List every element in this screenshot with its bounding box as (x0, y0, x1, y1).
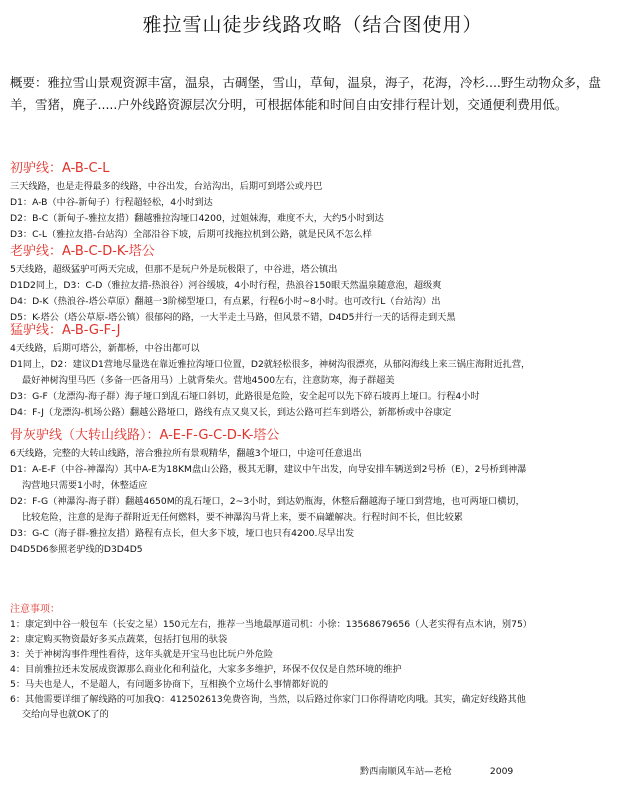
footer-signature: 黔西南顺风车站—老枪 (360, 766, 452, 777)
note-item: 4：目前雅拉还未发展成资源那么商业化和利益化，大家多多维护，环保不仅仅是自然环境的维护 (10, 664, 402, 675)
note-item: 1：康定到中谷一般包车（长安之星）150元左右，推荐一当地最厚道司机：小徐：13568679656（人老实得有点木讷，别75） (10, 619, 532, 630)
route-line: 三天线路，也是走得最多的线路，中谷出发，台站沟出，后期可到塔公或丹巴 (10, 181, 323, 192)
route-line: D1：A-E-F（中谷-神瀑沟）其中A-E为18KM盘山公路，极其无聊，建议中午出发，向导安排车辆送到2号桥（E），2号桥到神瀑 (10, 464, 527, 475)
route-line: 6天线路，完整的大转山线路，溶合雅拉所有景观精华，翻越3个垭口，中途可任意退出 (10, 448, 362, 459)
route-section-2 (10, 243, 616, 326)
route-line: D4：D-K（热浪谷-塔公草原）翻越一3阶梯型垭口，有点累，行程6小时~8小时。也可改行L（台站沟）出 (10, 296, 441, 307)
route-line: D4：F-J（龙漂沟-机场公路）翻越公路垭口，路线有点又臭又长，到达公路可拦车到塔公，新都桥或中谷康定 (10, 407, 452, 418)
route-section-4 (10, 427, 616, 558)
intro-text: 雅拉雪山景观资源丰富，温泉，古碉堡，雪山，草甸，温泉，海子，花海，冷杉....野生动物众多，盘羊，雪猪，麂子.....户外线路资源层次分明，可根据体能和时间自由安排行程计划，交通便利费用低。 (10, 75, 601, 112)
route-line: 最好神树沟里马匹（多备一匹备用马）上就背柴火。营地4500左右，注意防寒，海子群超美 (22, 375, 395, 386)
route-line: 比较危险，注意的是海子群附近无任何燃料，要不神瀑沟马背上来，要不扁罐解决。行程时间不长，但比较累 (22, 512, 463, 523)
route-line: D2：B-C（新甸子-雅拉友措）翻越雅拉沟垭口4200，过姐妹海，难度不大，大约5小时到达 (10, 213, 384, 224)
page-title: 雅拉雪山徒步线路攻略（结合图使用） (142, 14, 483, 36)
route-title: 骨灰驴线（大转山线路）：A-E-F-G-C-D-K-塔公 (10, 428, 280, 443)
route-line: D2：F-G（神瀑沟-海子群）翻越4650M的乱石垭口，2~3小时，到达奶瓶海，休整后翻越海子垭口到营地，也可两垭口横切， (10, 496, 525, 507)
route-line: D1D2同上，D3：C-D（雅拉友措-热浪谷）河谷缓坡，4小时行程，热浪谷150眼天然温泉随意泡，超级爽 (10, 280, 442, 291)
footer (360, 763, 513, 777)
route-section-3 (10, 322, 616, 421)
intro-label: 概要： (10, 75, 48, 90)
route-title: 猛驴线：A-B-G-F-J (10, 323, 121, 338)
route-line: D4D5D6参照老驴线的D3D4D5 (10, 544, 143, 555)
route-line: D1：A-B（中谷-新甸子）行程超轻松，4小时到达 (10, 197, 213, 208)
route-line: 沟营地只需要1小时，休整适应 (22, 480, 148, 491)
footer-year: 2009 (489, 766, 514, 777)
notes-title: 注意事项： (10, 604, 60, 615)
note-item: 交给向导也就OK了的 (22, 709, 109, 720)
route-line: D3：C-L（雅拉友措-台站沟）全部沿谷下坡，后期可找拖拉机到公路，就是民风不怎么样 (10, 229, 372, 240)
note-item: 5：马夫也是人，不是超人，有问题多协商下，互相换个立场什么事情都好说的 (10, 679, 329, 690)
route-section-1 (10, 160, 616, 243)
note-item: 3：关于神树沟事件理性看待，这年头就是开宝马也比玩户外危险 (10, 649, 274, 660)
route-line: D3：G-F（龙漂沟-海子群）海子垭口到乱石垭口斜切，此路很是危险，安全起可以先下碎石坡再上垭口。行程4小时 (10, 391, 480, 402)
route-line: D5：K-塔公（塔公草原-塔公镇）很郁闷的路，一大半走土马路，但风景不错，D4D5并行一天的话得走到天黑 (10, 312, 456, 323)
note-item: 6：其他需要详细了解线路的可加我Q：412502613免费咨询，当然，以后路过你家门口你得请吃肉哦。其实，确定好线路其他 (10, 694, 526, 705)
route-title: 初驴线：A-B-C-L (10, 161, 110, 176)
route-line: 4天线路，后期可塔公，新都桥，中谷出都可以 (10, 343, 200, 354)
route-line: D3：G-C（海子群-雅拉友措）路程有点长，但大多下坡，垭口也只有4200.尽早出发 (10, 528, 355, 539)
intro-paragraph (10, 72, 614, 116)
note-item: 2：康定购买物资最好多买点蔬菜，包括打包用的驮袋 (10, 634, 228, 645)
route-title: 老驴线：A-B-C-D-K-塔公 (10, 244, 155, 259)
notes-list (10, 617, 616, 722)
route-line: 5天线路，超级猛驴可两天完成，但那不是玩户外是玩极限了，中谷进，塔公镇出 (10, 264, 338, 275)
route-line: D1同上，D2：建议D1营地尽量选在靠近雅拉沟垭口位置，D2就轻松很多，神树沟很漂亮，从郁闷海线上来三锅庄海附近扎营， (10, 359, 531, 370)
